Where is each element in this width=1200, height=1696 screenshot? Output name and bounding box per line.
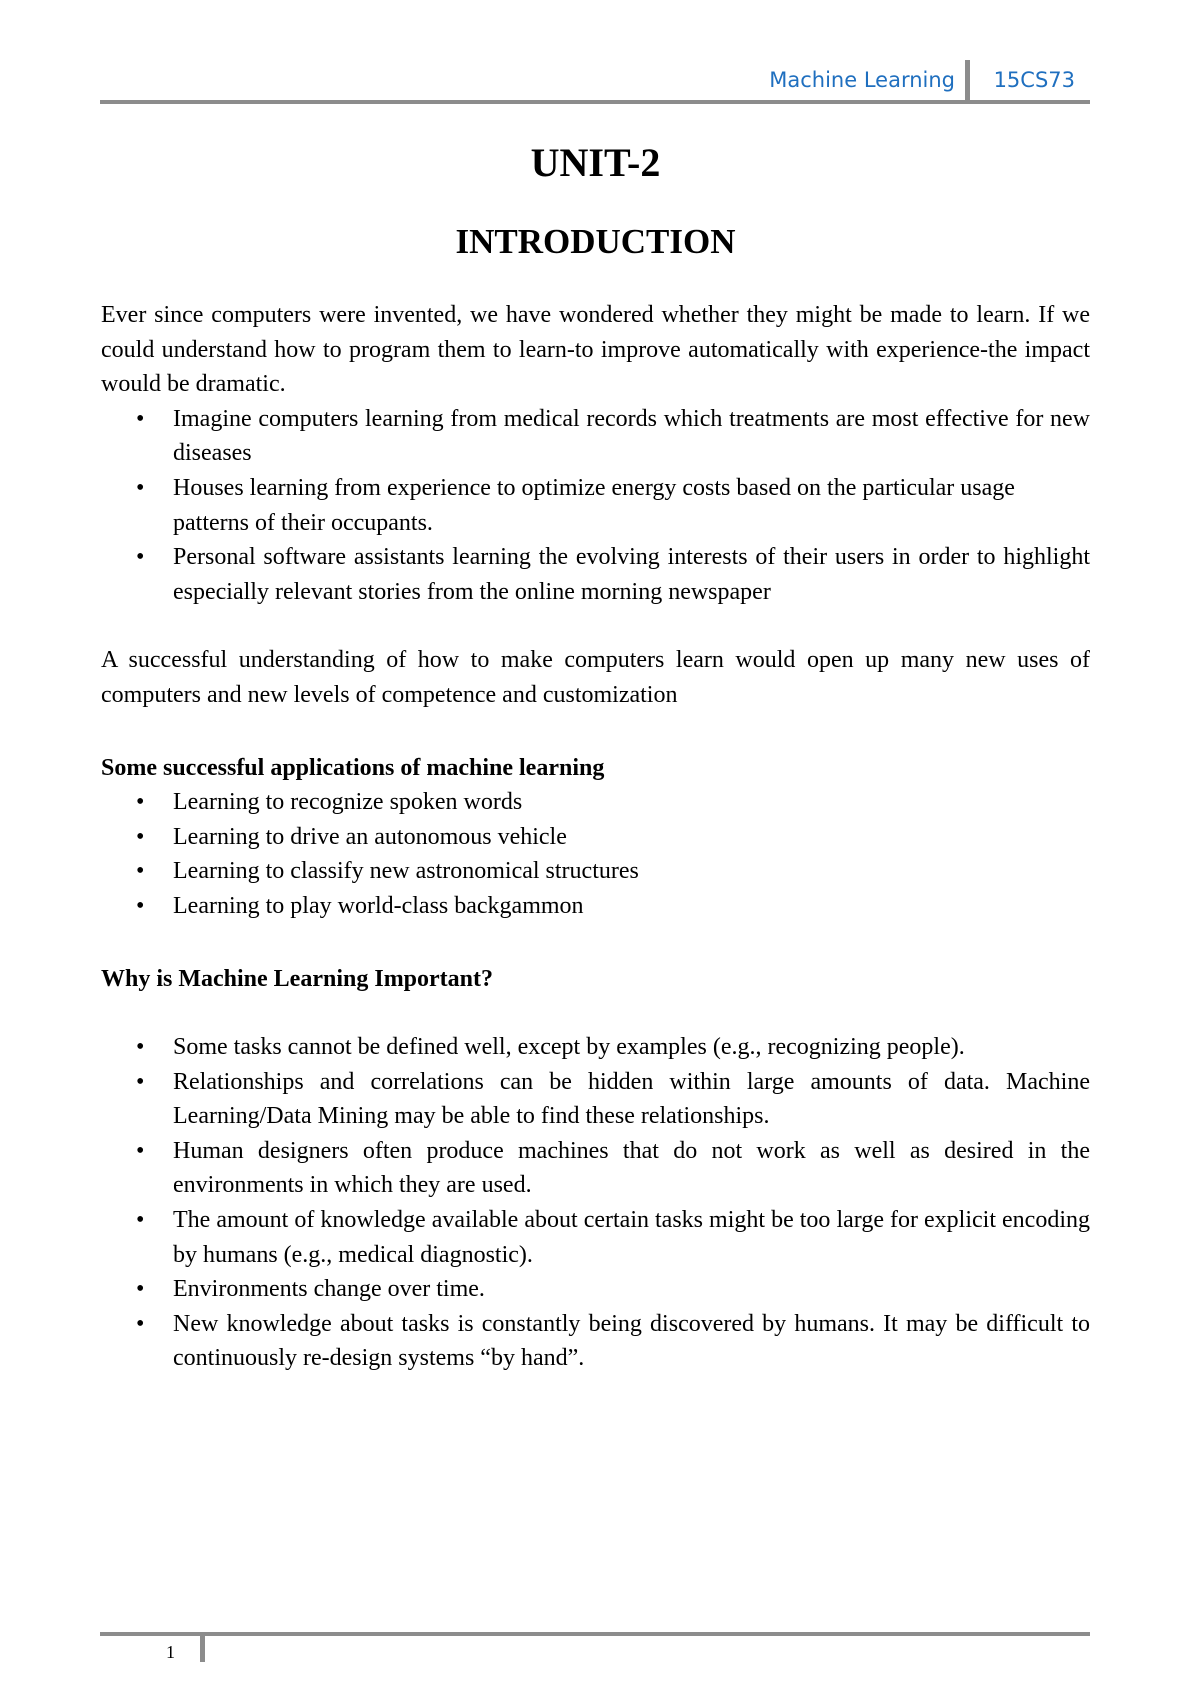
header-course-code: 15CS73 [993, 68, 1075, 92]
header-rule [100, 100, 1090, 104]
page-content [101, 136, 1090, 1376]
list-item: • Learning to classify new astronomical structures [101, 854, 1090, 889]
intro-bullet-list [101, 402, 1090, 610]
unit-title: UNIT-2 [530, 140, 661, 185]
intro-paragraph: Ever since computers were invented, we have wondered whether they might be made to learn. If we could understand how to program them to learn-to improve automatically with experience-the impact would be dramatic. [101, 302, 1090, 398]
footer-rule [100, 1632, 1090, 1636]
section-title: INTRODUCTION [455, 222, 736, 261]
list-item: • Learning to play world-class backgammon [101, 889, 1090, 924]
summary-paragraph: A successful understanding of how to make computers learn would open up many new uses of computers and new levels of competence and customization [101, 647, 1090, 708]
list-item: • New knowledge about tasks is constantly being discovered by humans. It may be difficult to continuously re-design systems “by hand”. [101, 1307, 1090, 1376]
list-item: • Imagine computers learning from medical records which treatments are most effective for new diseases [101, 402, 1090, 471]
importance-list [101, 1030, 1090, 1376]
list-item: • Learning to recognize spoken words [101, 785, 1090, 820]
applications-list [101, 785, 1090, 923]
page-number: 1 [166, 1642, 175, 1662]
applications-heading: Some successful applications of machine learning [101, 754, 605, 781]
list-item: • Human designers often produce machines that do not work as well as desired in the environments in which they are used. [101, 1134, 1090, 1203]
footer-separator [200, 1632, 205, 1662]
list-item: • Houses learning from experience to optimize energy costs based on the particular usage patterns of their occupants. [101, 471, 1090, 540]
header-course-name: Machine Learning [769, 68, 955, 92]
list-item: • Learning to drive an autonomous vehicle [101, 820, 1090, 855]
list-item: • Personal software assistants learning the evolving interests of their users in order to highlight especially relevant stories from the online morning newspaper [101, 540, 1090, 609]
list-item: • Some tasks cannot be defined well, except by examples (e.g., recognizing people). [101, 1030, 1090, 1065]
importance-heading: Why is Machine Learning Important? [101, 965, 494, 992]
page-header [100, 60, 1090, 104]
list-item: • The amount of knowledge available about certain tasks might be too large for explicit encoding by humans (e.g., medical diagnostic). [101, 1203, 1090, 1272]
list-item: • Relationships and correlations can be hidden within large amounts of data. Machine Learning/Data Mining may be able to find these relationships. [101, 1065, 1090, 1134]
page-footer [100, 1632, 1090, 1672]
list-item: • Environments change over time. [101, 1272, 1090, 1307]
header-separator [965, 60, 970, 100]
